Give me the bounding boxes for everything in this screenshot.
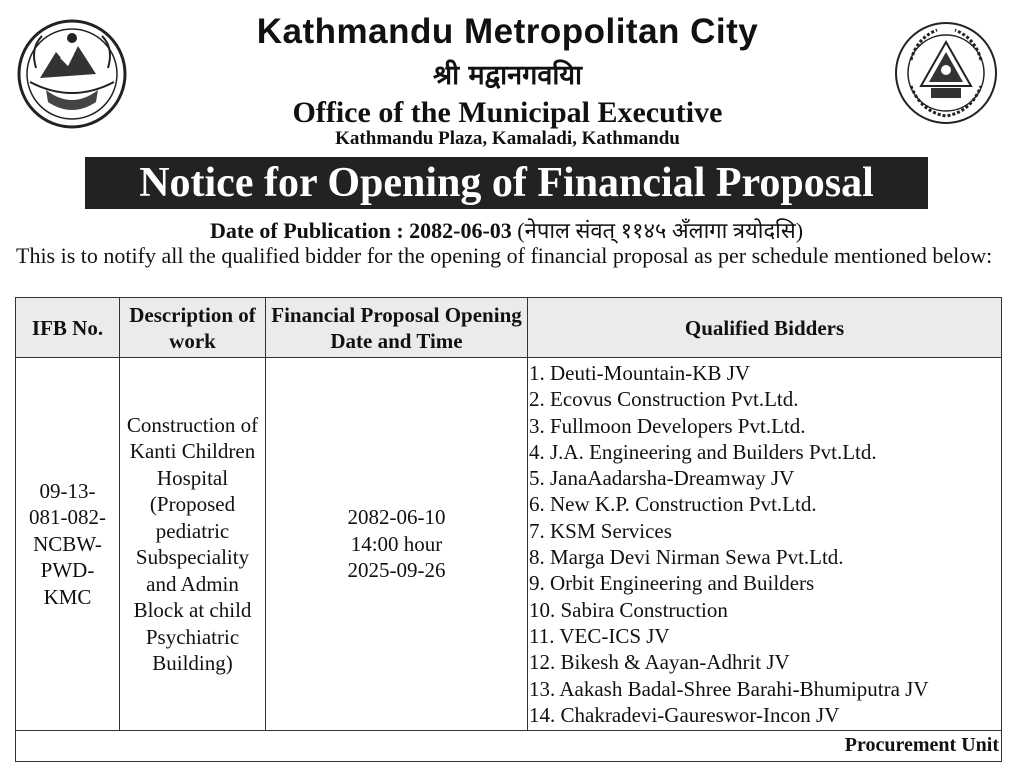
municipal-seal-logo	[893, 20, 999, 126]
office-address: Kathmandu Plaza, Kamaladi, Kathmandu	[335, 128, 680, 149]
bidders-table	[15, 297, 1002, 731]
list-item: 8. Marga Devi Nirman Sewa Pvt.Ltd.	[529, 545, 844, 570]
header-description: Description of work	[120, 298, 266, 358]
ifb-number-text: 09-13- 081-082- NCBW- PWD- KMC	[29, 478, 106, 609]
city-name-nepali: श्री मद्वानगवयाि	[432, 60, 583, 91]
list-item: 3. Fullmoon Developers Pvt.Ltd.	[529, 413, 806, 438]
list-item: 6. New K.P. Construction Pvt.Ltd.	[529, 492, 817, 517]
list-item: 4. J.A. Engineering and Builders Pvt.Ltd.	[529, 439, 877, 464]
publication-date-label: Date of Publication : 2082-06-03	[209, 218, 512, 243]
procurement-unit-signature: Procurement Unit	[844, 734, 999, 756]
kmc-emblem-logo	[16, 18, 128, 130]
intro-text: This is to notify all the qualified bidder for the opening of financial proposal as per schedule mentioned below:	[16, 243, 993, 268]
list-item: 12. Bikesh & Aayan-Adhrit JV	[529, 650, 790, 675]
list-item: 14. Chakradevi-Gaureswor-Incon JV	[529, 702, 840, 727]
list-item: 2. Ecovus Construction Pvt.Ltd.	[529, 387, 799, 412]
opening-date-ad: 2025-09-26	[347, 558, 446, 583]
opening-datetime	[266, 358, 528, 731]
opening-time: 14:00 hour	[350, 531, 443, 556]
notice-title: Notice for Opening of Financial Proposal	[85, 157, 928, 209]
header-ifb: IFB No.	[16, 298, 120, 358]
city-name: Kathmandu Metropolitan City	[256, 12, 759, 51]
qualified-bidders-list	[528, 358, 1002, 731]
list-item: 1. Deuti-Mountain-KB JV	[529, 361, 751, 385]
list-item: 7. KSM Services	[529, 518, 672, 543]
list-item: 13. Aakash Badal-Shree Barahi-Bhumiputra JV	[529, 676, 929, 701]
list-item: 9. Orbit Engineering and Builders	[529, 571, 815, 596]
work-description: Construction of Kanti Children Hospital (Proposed pediatric Subspeciality and Admin Block at child Psychiatric Building)	[120, 358, 266, 731]
publication-date-nepali: (नेपाल संवत् ११४५ अँलागा त्रयोदसि)	[517, 218, 804, 243]
opening-date: 2082-06-10	[347, 505, 446, 530]
list-item: 11. VEC-ICS JV	[529, 623, 670, 648]
list-item: 10. Sabira Construction	[529, 597, 728, 622]
header-bidders: Qualified Bidders	[528, 298, 1002, 358]
header-opening: Financial Proposal Opening Date and Time	[266, 298, 528, 358]
table-row	[16, 358, 1002, 731]
table-header-row	[16, 298, 1002, 358]
office-title: Office of the Municipal Executive	[292, 96, 723, 129]
list-item: 5. JanaAadarsha-Dreamway JV	[529, 466, 795, 491]
ifb-number	[16, 358, 120, 731]
publication-date	[0, 215, 1013, 245]
